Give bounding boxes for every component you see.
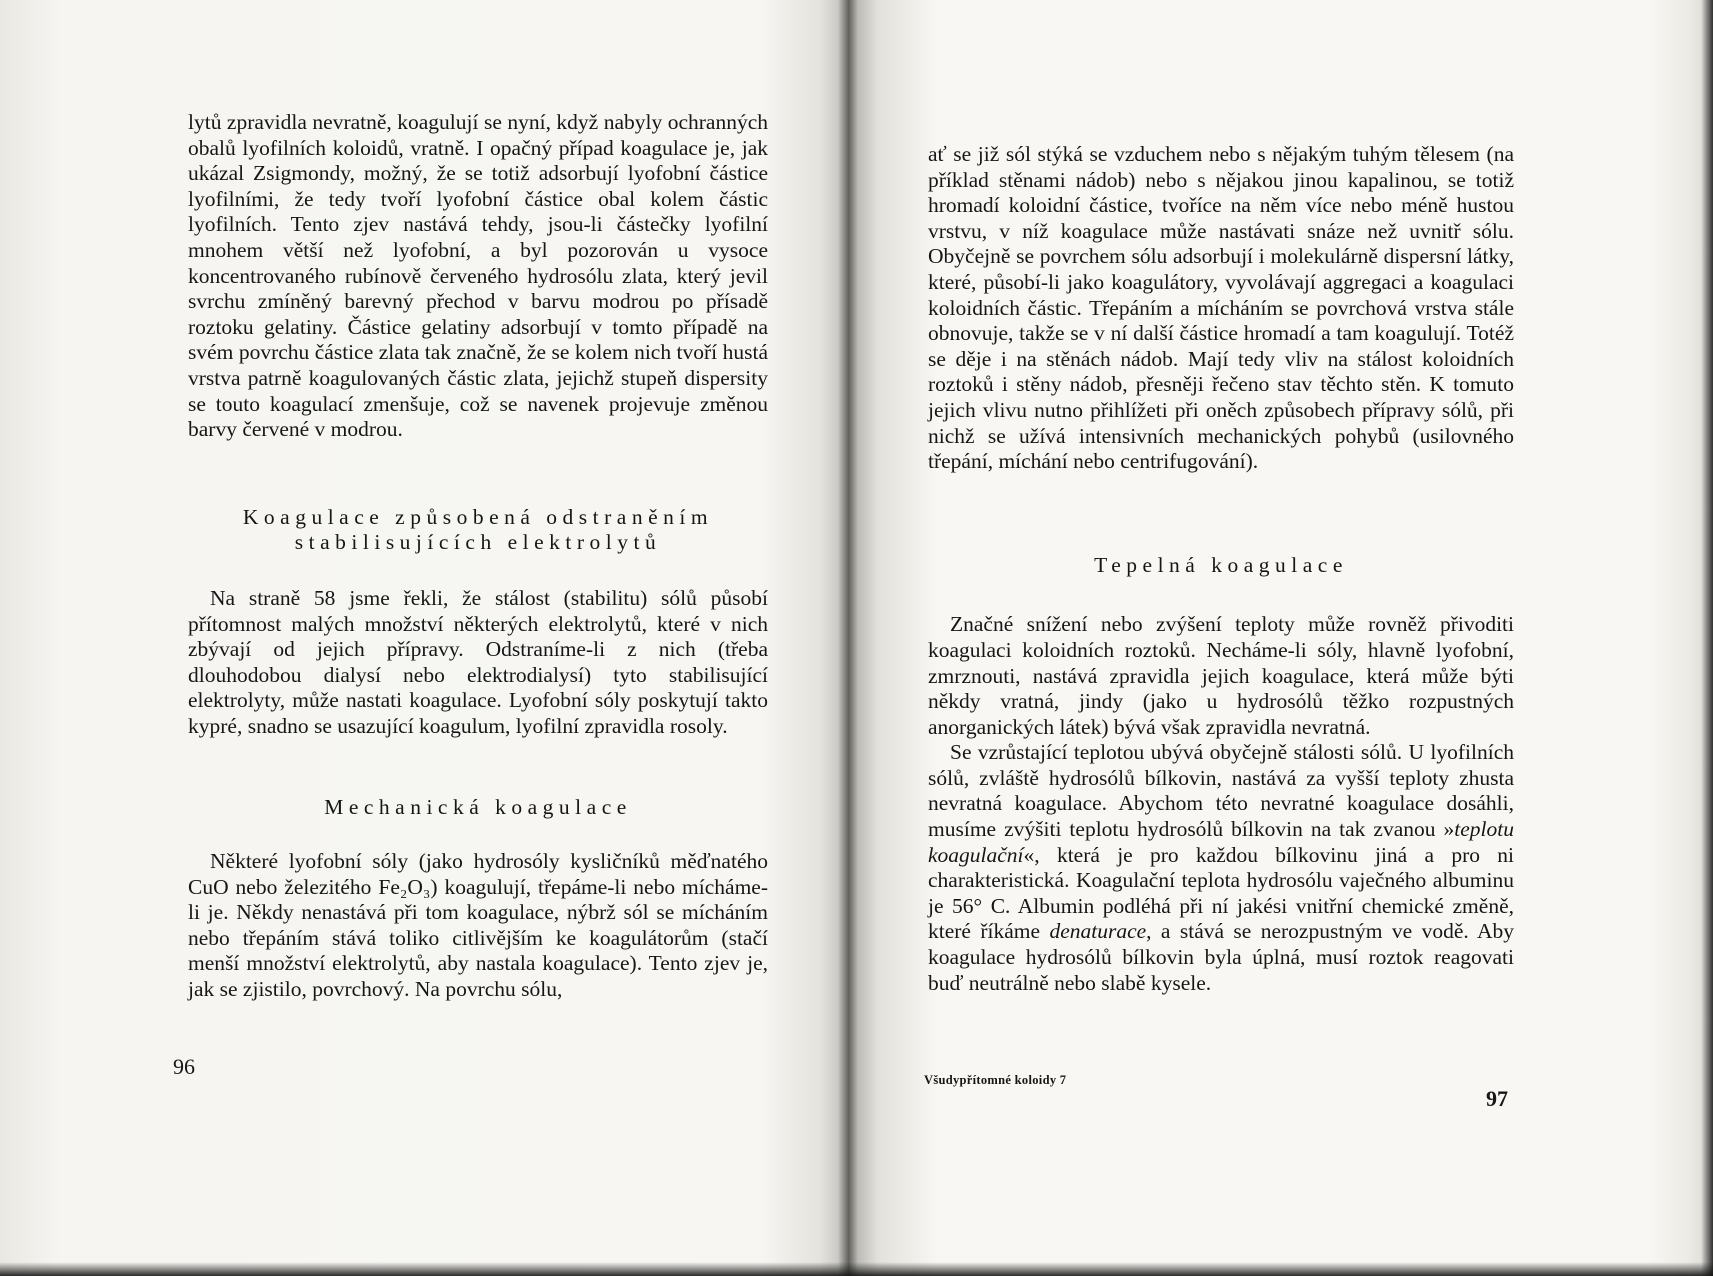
- left-text-column: [188, 110, 768, 1003]
- paragraph-3-text-start: Se vzrůstající teplotou ubývá obyčejně stálosti sólů. U lyofilních sólů, zvláště hydrosólů bílkovin, nastává za vyšší teploty zhusta nevratná koagulace. Abychom této nevratné koagulace dosáhli, musíme zvýšiti teplotu hydrosólů bílkovin na tak zvanou »: [928, 740, 1514, 842]
- page-number-right: 97: [1486, 1086, 1508, 1111]
- paragraph-3-text-end: , a stává se nerozpustným ve vodě. Aby koagulace hydrosólů bílkovin byla úplná, musí roztok reagovati buď neutrálně nebo slabě kysele.: [928, 919, 1514, 995]
- term-coagulation-temperature: teplotu koagulační: [928, 817, 1514, 867]
- section-heading-stabilizing-electrolytes: Koagulace způsobená odstraněním stabilisujících elektrolytů: [242, 504, 714, 555]
- right-paragraph-2: Značné snížení nebo zvýšení teploty může rovněž přivoditi koagulaci koloidních roztoků. Necháme-li sóly, hlavně lyofobní, zmrznouti, nastává zpravidla jejich koagulace, která může býti někdy vratná, jindy (jako u hydrosólů těžko rozpustných anorganických látek) bývá však zpravidla nevratná.: [928, 612, 1514, 739]
- page-number-left: 96: [173, 1054, 195, 1079]
- section-heading-mechanical-coagulation: Mechanická koagulace: [324, 795, 632, 820]
- right-text-column: [928, 142, 1514, 996]
- bottom-shadow: [0, 1262, 1713, 1276]
- printer-signature: Všudypřítomné koloidy 7: [924, 1073, 1067, 1087]
- left-paragraph-2: Na straně 58 jsme řekli, že stálost (stabilitu) sólů působí přítomnost malých množství některých elektrolytů, které v nich zbývají od jejich přípravy. Odstraníme-li z nich (třeba dlouhodobou dialysí nebo elektrodialysí) tyto stabilisující elektrolyty, může nastati koagulace. Lyofobní sóly poskytují takto kypré, snadno se usazující koagulum, lyofilní zpravidla rosoly.: [188, 585, 768, 738]
- section-heading-thermal-coagulation: Tepelná koagulace: [1094, 552, 1348, 577]
- right-edge-shadow: [1701, 0, 1713, 1276]
- right-paragraph-3: [928, 740, 1514, 996]
- book-gutter: [838, 0, 858, 1276]
- left-paragraph-1: lytů zpravidla nevratně, koagulují se nyní, když nabyly ochranných obalů lyofilních koloidů, vratně. I opačný případ koagulace je, jak ukázal Zsigmondy, možný, že se totiž adsorbují lyofobní částice lyofilními, že tedy tvoří lyofobní částice obal kolem částic lyofilních. Tento zjev nastává tehdy, jsou-li částečky lyofilní mnohem větší než lyofobní, a byl pozorován u vysoce koncentrovaného rubínově červeného hydrosólu zlata, který jevil svrchu zmíněný barevný přechod v barvu modrou po přísadě roztoku gelatiny. Částice gelatiny adsorbují v tomto případě na svém povrchu částice zlata tak značně, že se kolem nich tvoří hustá vrstva patrně koagulovaných částic zlata, jejichž stupeň dispersity se touto koagulací zmenšuje, což se navenek projevuje změnou barvy červené v modrou.: [188, 110, 768, 442]
- right-paragraph-1: ať se již sól stýká se vzduchem nebo s nějakým tuhým tělesem (na příklad stěnami nádob) nebo s nějakou jinou kapalinou, se totiž hromadí koloidní částice, tvoříce na něm více nebo méně hustou vrstvu, v níž koagulace může nastávati snáze než uvnitř sólu. Obyčejně se povrchem sólu adsorbují i molekulárně dispersní látky, které, působí-li jako koagulátory, vyvolávají aggregaci a koagulaci koloidních částic. Třepáním a mícháním se povrchová vrstva stále obnovuje, takže se v ní další částice hromadí a tam koagulují. Totéž se děje i na stěnách nádob. Mají tedy vliv na stálost koloidních roztoků i stěny nádob, přesněji řečeno stav těchto stěn. K tomuto jejich vlivu nutno přihlížeti při oněch způsobech přípravy sólů, při nichž se užívá intensivních mechanických pohybů (usilovného třepání, míchání nebo centrifugování).: [928, 142, 1514, 474]
- term-denaturation: denaturace: [1049, 919, 1147, 944]
- left-paragraph-3: Některé lyofobní sóly (jako hydrosóly kysličníků měďnatého CuO nebo železitého Fe₂O₃) koagulují, třepáme-li nebo mícháme-li je. Někdy nenastává při tom koagulace, nýbrž sól se mícháním nebo třepáním stává toliko citlivějším ke koagulátorům (stačí menší množství elektrolytů, aby nastala koagulace). Tento zjev je, jak se zjistilo, povrchový. Na povrchu sólu,: [188, 849, 768, 1002]
- paragraph-3-text-middle: «, která je pro každou bílkovinu jiná a pro ni charakteristická. Koagulační teplota hydrosólu vaječného albuminu je 56° C. Albumin podléhá při ní jakési vnitřní chemické změně, které říkáme: [928, 842, 1514, 944]
